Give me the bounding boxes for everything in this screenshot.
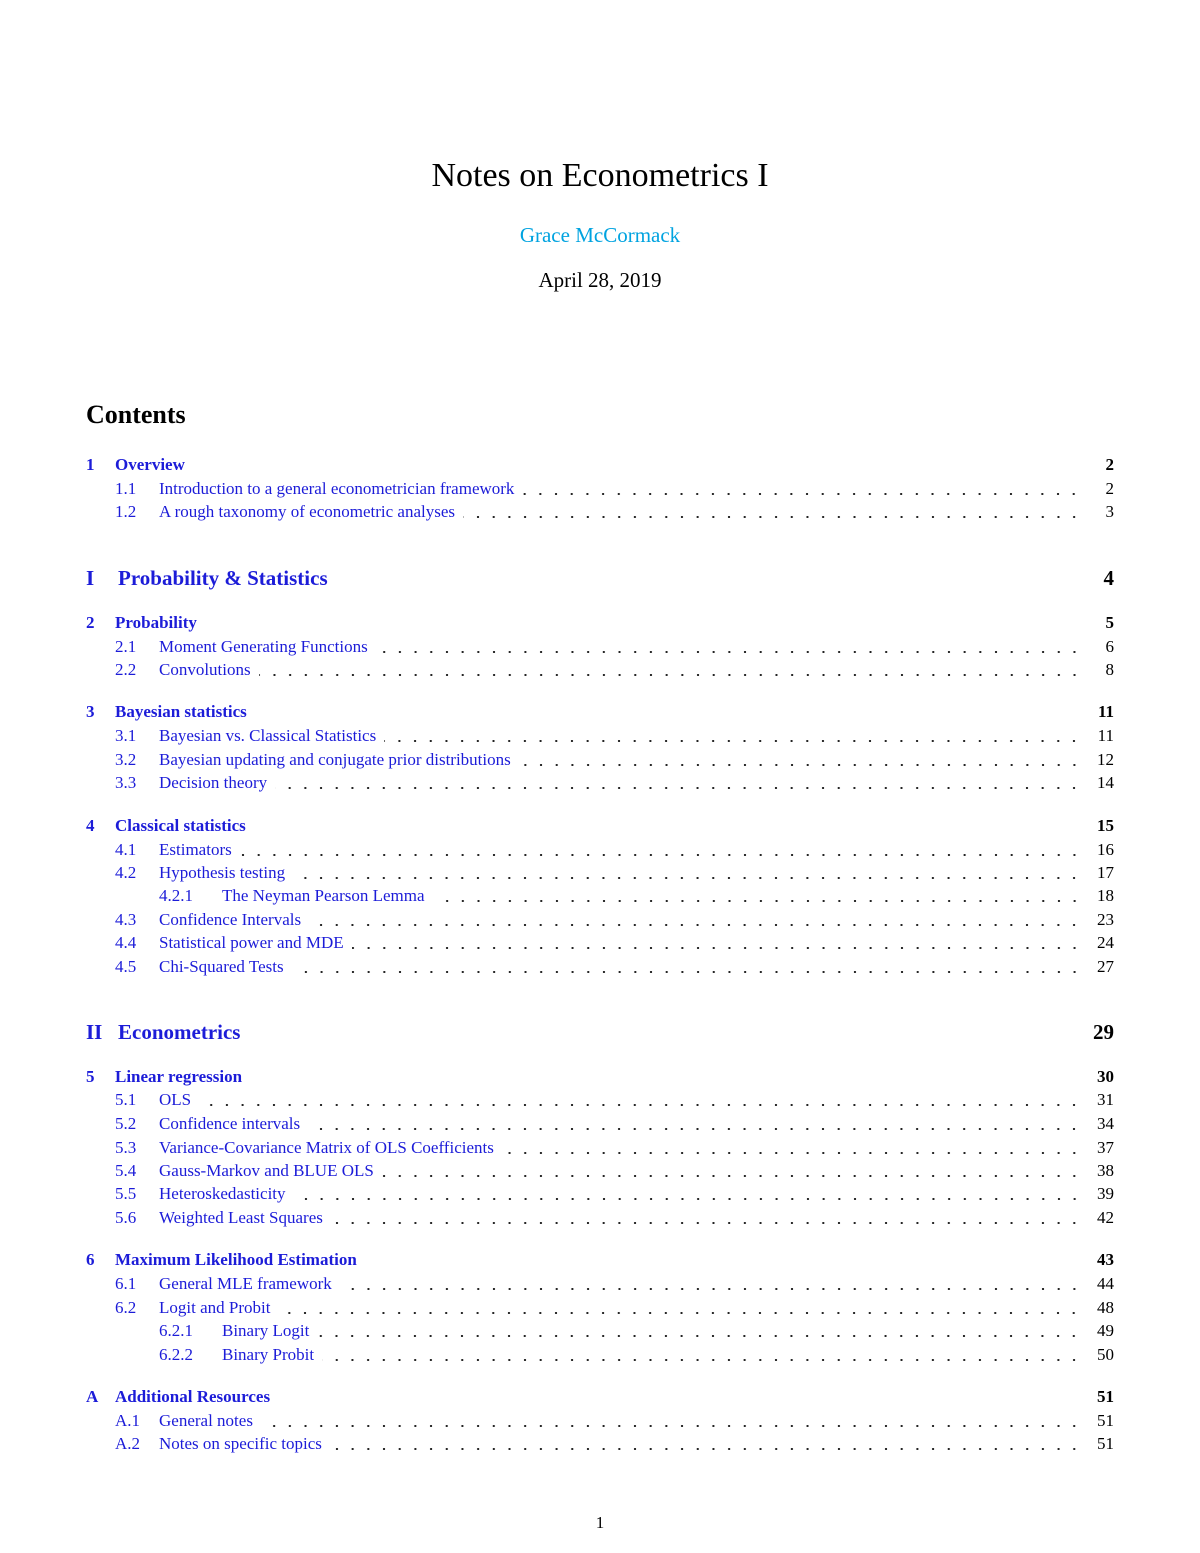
toc-entry-title[interactable]: Statistical power and MDE (159, 933, 344, 952)
toc-leader-dots (293, 877, 1082, 879)
toc-entry-page: 3 (1105, 502, 1114, 521)
toc-entry[interactable] (0, 1067, 1200, 1091)
toc-entry-number[interactable]: 3.1 (115, 726, 137, 745)
toc-entry[interactable] (0, 1208, 1200, 1232)
toc-entry-page: 34 (1097, 1114, 1114, 1133)
toc-entry-number[interactable]: 2.2 (115, 660, 137, 679)
toc-entry-page: 51 (1097, 1411, 1114, 1430)
toc-entry-number[interactable]: 5.6 (115, 1208, 137, 1227)
toc-entry-page: 50 (1097, 1345, 1114, 1364)
toc-entry-title[interactable]: Bayesian vs. Classical Statistics (159, 726, 377, 745)
toc-entry-number[interactable]: 1 (86, 455, 95, 474)
toc-entry[interactable] (0, 1250, 1200, 1274)
toc-entry-page: 24 (1097, 933, 1114, 952)
toc-entry-page: 29 (1093, 1020, 1114, 1044)
toc-entry-number[interactable]: 3.2 (115, 750, 137, 769)
toc-entry-title[interactable]: Variance-Covariance Matrix of OLS Coefficients (159, 1138, 494, 1157)
toc-entry-page: 51 (1097, 1434, 1114, 1453)
toc-entry-title[interactable]: Convolutions (159, 660, 251, 679)
toc-entry[interactable] (0, 840, 1200, 864)
toc-entry-number[interactable]: 2 (86, 613, 95, 632)
toc-entry[interactable] (0, 1321, 1200, 1345)
page-number: 1 (595, 1513, 605, 1532)
toc-leader-dots (384, 740, 1082, 742)
toc-entry-title[interactable]: Logit and Probit (159, 1298, 271, 1317)
toc-entry-title[interactable]: Gauss-Markov and BLUE OLS (159, 1161, 374, 1180)
toc-entry[interactable] (0, 1184, 1200, 1208)
toc-entry-title[interactable]: Weighted Least Squares (159, 1208, 323, 1227)
toc-entry-title[interactable]: Heteroskedasticity (159, 1184, 286, 1203)
toc-entry-title[interactable]: Hypothesis testing (159, 863, 286, 882)
document-date: April 28, 2019 (538, 268, 662, 292)
toc-entry-number[interactable]: 6.2.1 (159, 1321, 193, 1340)
toc-entry-title[interactable]: Introduction to a general econometrician framework (159, 479, 515, 498)
toc-entry[interactable] (0, 1434, 1200, 1458)
toc-entry-number[interactable]: 3 (86, 702, 95, 721)
toc-entry-number[interactable]: 6.2 (115, 1298, 137, 1317)
toc-leader-dots (352, 947, 1082, 949)
toc-entry-title[interactable]: Confidence Intervals (159, 910, 302, 929)
toc-entry-page: 49 (1097, 1321, 1114, 1340)
toc-entry-title[interactable]: Estimators (159, 840, 232, 859)
toc-entry-title[interactable]: Linear regression (115, 1067, 243, 1086)
toc-leader-dots (502, 1152, 1082, 1154)
toc-entry-page: 38 (1097, 1161, 1114, 1180)
toc-entry-title[interactable]: Overview (115, 455, 185, 474)
toc-entry-page: 15 (1097, 816, 1114, 835)
toc-leader-dots (278, 1312, 1082, 1314)
toc-entry-number[interactable]: A (86, 1387, 99, 1406)
toc-entry-title[interactable]: Binary Logit (222, 1321, 310, 1340)
toc-entry-title[interactable]: Econometrics (118, 1020, 241, 1044)
toc-entry-number[interactable]: 4.2.1 (159, 886, 193, 905)
toc-entry[interactable] (0, 816, 1200, 840)
toc-entry-page: 6 (1105, 637, 1114, 656)
toc-entry[interactable] (0, 455, 1200, 479)
toc-leader-dots (382, 1175, 1082, 1177)
document-title: Notes on Econometrics I (431, 157, 769, 194)
toc-entry-number[interactable]: 6.2.2 (159, 1345, 193, 1364)
toc-entry-page: 14 (1097, 773, 1114, 792)
toc-entry-page: 11 (1097, 702, 1114, 721)
toc-entry-number[interactable]: 4.1 (115, 840, 137, 859)
toc-entry-number[interactable]: 4.3 (115, 910, 137, 929)
toc-entry[interactable] (0, 1138, 1200, 1162)
toc-entry-title[interactable]: Maximum Likelihood Estimation (115, 1250, 357, 1269)
toc-entry-number[interactable]: 1.1 (115, 479, 137, 498)
toc-leader-dots (322, 1359, 1082, 1361)
toc-entry[interactable] (0, 637, 1200, 661)
toc-entry-title[interactable]: Probability (115, 613, 197, 632)
toc-leader-dots (340, 1288, 1082, 1290)
toc-entry-title[interactable]: Classical statistics (115, 816, 246, 835)
toc-entry-title[interactable]: A rough taxonomy of econometric analyses (159, 502, 456, 521)
toc-entry-page: 39 (1097, 1184, 1114, 1203)
toc-entry-page: 27 (1097, 957, 1114, 976)
toc-entry-page: 31 (1097, 1090, 1114, 1109)
toc-entry-title[interactable]: Moment Generating Functions (159, 637, 368, 656)
toc-entry-number[interactable]: II (86, 1020, 103, 1044)
toc-entry-number[interactable]: I (86, 566, 95, 590)
toc-entry[interactable] (0, 660, 1200, 684)
toc-entry-page: 48 (1097, 1298, 1114, 1317)
toc-entry-title[interactable]: Confidence intervals (159, 1114, 301, 1133)
toc-leader-dots (519, 764, 1082, 766)
toc-entry-number[interactable]: 4 (86, 816, 95, 835)
toc-leader-dots (261, 1425, 1082, 1427)
toc-entry[interactable] (0, 726, 1200, 750)
toc-entry-page: 12 (1097, 750, 1114, 769)
toc-entry[interactable] (0, 750, 1200, 774)
toc-leader-dots (259, 674, 1082, 676)
toc-leader-dots (317, 1335, 1082, 1337)
toc-entry-number[interactable]: 1.2 (115, 502, 137, 521)
toc-entry[interactable] (0, 479, 1200, 503)
toc-entry-page: 18 (1097, 886, 1114, 905)
toc-entry-number[interactable]: A.1 (115, 1411, 141, 1430)
toc-entry-page: 17 (1097, 863, 1114, 882)
toc-entry-page: 2 (1105, 479, 1114, 498)
toc-leader-dots (331, 1222, 1082, 1224)
toc-entry[interactable] (0, 1387, 1200, 1411)
toc-leader-dots (330, 1448, 1082, 1450)
toc-leader-dots (433, 900, 1082, 902)
toc-entry-page: 16 (1097, 840, 1114, 859)
toc-entry-title[interactable]: Notes on specific topics (159, 1434, 322, 1453)
toc-leader-dots (199, 1104, 1082, 1106)
toc-entry-page: 11 (1097, 726, 1114, 745)
toc-entry[interactable] (0, 566, 1200, 590)
toc-entry[interactable] (0, 910, 1200, 934)
toc-entry-number[interactable]: A.2 (115, 1434, 141, 1453)
toc-entry-page: 4 (1103, 566, 1114, 590)
toc-entry-number[interactable]: 5.5 (115, 1184, 137, 1203)
toc-leader-dots (522, 493, 1082, 495)
toc-entry-number[interactable]: 5 (86, 1067, 95, 1086)
toc-entry[interactable] (0, 1090, 1200, 1114)
toc-entry[interactable] (0, 1114, 1200, 1138)
toc-leader-dots (275, 787, 1082, 789)
toc-entry-number[interactable]: 4.5 (115, 957, 137, 976)
toc-entry-page: 44 (1097, 1274, 1114, 1293)
toc-entry-number[interactable]: 6.1 (115, 1274, 137, 1293)
toc-entry-title[interactable]: General MLE framework (159, 1274, 332, 1293)
toc-entry-number[interactable]: 5.4 (115, 1161, 137, 1180)
toc-entry-number[interactable]: 2.1 (115, 637, 137, 656)
toc-entry-page: 8 (1105, 660, 1114, 679)
toc-leader-dots (376, 651, 1082, 653)
toc-entry[interactable] (0, 863, 1200, 887)
toc-entry-page: 30 (1097, 1067, 1114, 1086)
toc-entry-number[interactable]: 4.4 (115, 933, 137, 952)
toc-entry-page: 43 (1097, 1250, 1114, 1269)
toc-entry-number[interactable]: 3.3 (115, 773, 137, 792)
toc-entry-title[interactable]: Probability & Statistics (118, 566, 328, 590)
toc-leader-dots (240, 854, 1082, 856)
toc-entry[interactable] (0, 1274, 1200, 1298)
toc-entry[interactable] (0, 886, 1200, 910)
toc-entry-title[interactable]: The Neyman Pearson Lemma (222, 886, 425, 905)
toc-entry-title[interactable]: Binary Probit (222, 1345, 315, 1364)
toc-entry-title[interactable]: Chi-Squared Tests (159, 957, 284, 976)
toc-entry[interactable] (0, 933, 1200, 957)
toc-entry-page: 51 (1097, 1387, 1114, 1406)
toc-entry[interactable] (0, 957, 1200, 981)
document-author[interactable]: Grace McCormack (519, 223, 681, 247)
toc-entry-title[interactable]: Bayesian statistics (115, 702, 247, 721)
toc-entry-number[interactable]: 6 (86, 1250, 95, 1269)
toc-entry-number[interactable]: 5.1 (115, 1090, 137, 1109)
toc-leader-dots (463, 516, 1082, 518)
toc-entry[interactable] (0, 502, 1200, 526)
toc-entry-number[interactable]: 5.3 (115, 1138, 137, 1157)
toc-leader-dots (309, 924, 1082, 926)
toc-entry-title[interactable]: General notes (159, 1411, 253, 1430)
toc-entry-page: 5 (1105, 613, 1114, 632)
toc-entry-title[interactable]: Bayesian updating and conjugate prior distributions (159, 750, 511, 769)
toc-entry[interactable] (0, 1161, 1200, 1185)
toc-entry-page: 42 (1097, 1208, 1114, 1227)
toc-entry-title[interactable]: Additional Resources (115, 1387, 271, 1406)
toc-leader-dots (294, 1198, 1082, 1200)
toc-entry[interactable] (0, 1345, 1200, 1369)
toc-leader-dots (308, 1128, 1082, 1130)
toc-entry[interactable] (0, 1298, 1200, 1322)
toc-entry[interactable] (0, 1411, 1200, 1435)
toc-entry-page: 2 (1105, 455, 1114, 474)
toc-leader-dots (292, 971, 1082, 973)
toc-entry[interactable] (0, 773, 1200, 797)
toc-entry-number[interactable]: 4.2 (115, 863, 137, 882)
toc-entry-page: 23 (1097, 910, 1114, 929)
toc-entry-number[interactable]: 5.2 (115, 1114, 137, 1133)
toc-entry-title[interactable]: Decision theory (159, 773, 268, 792)
toc-entry-title[interactable]: OLS (159, 1090, 192, 1109)
toc-entry[interactable] (0, 702, 1200, 726)
toc-entry[interactable] (0, 613, 1200, 637)
toc-entry-page: 37 (1097, 1138, 1114, 1157)
contents-heading: Contents (86, 400, 186, 429)
toc-entry[interactable] (0, 1020, 1200, 1044)
